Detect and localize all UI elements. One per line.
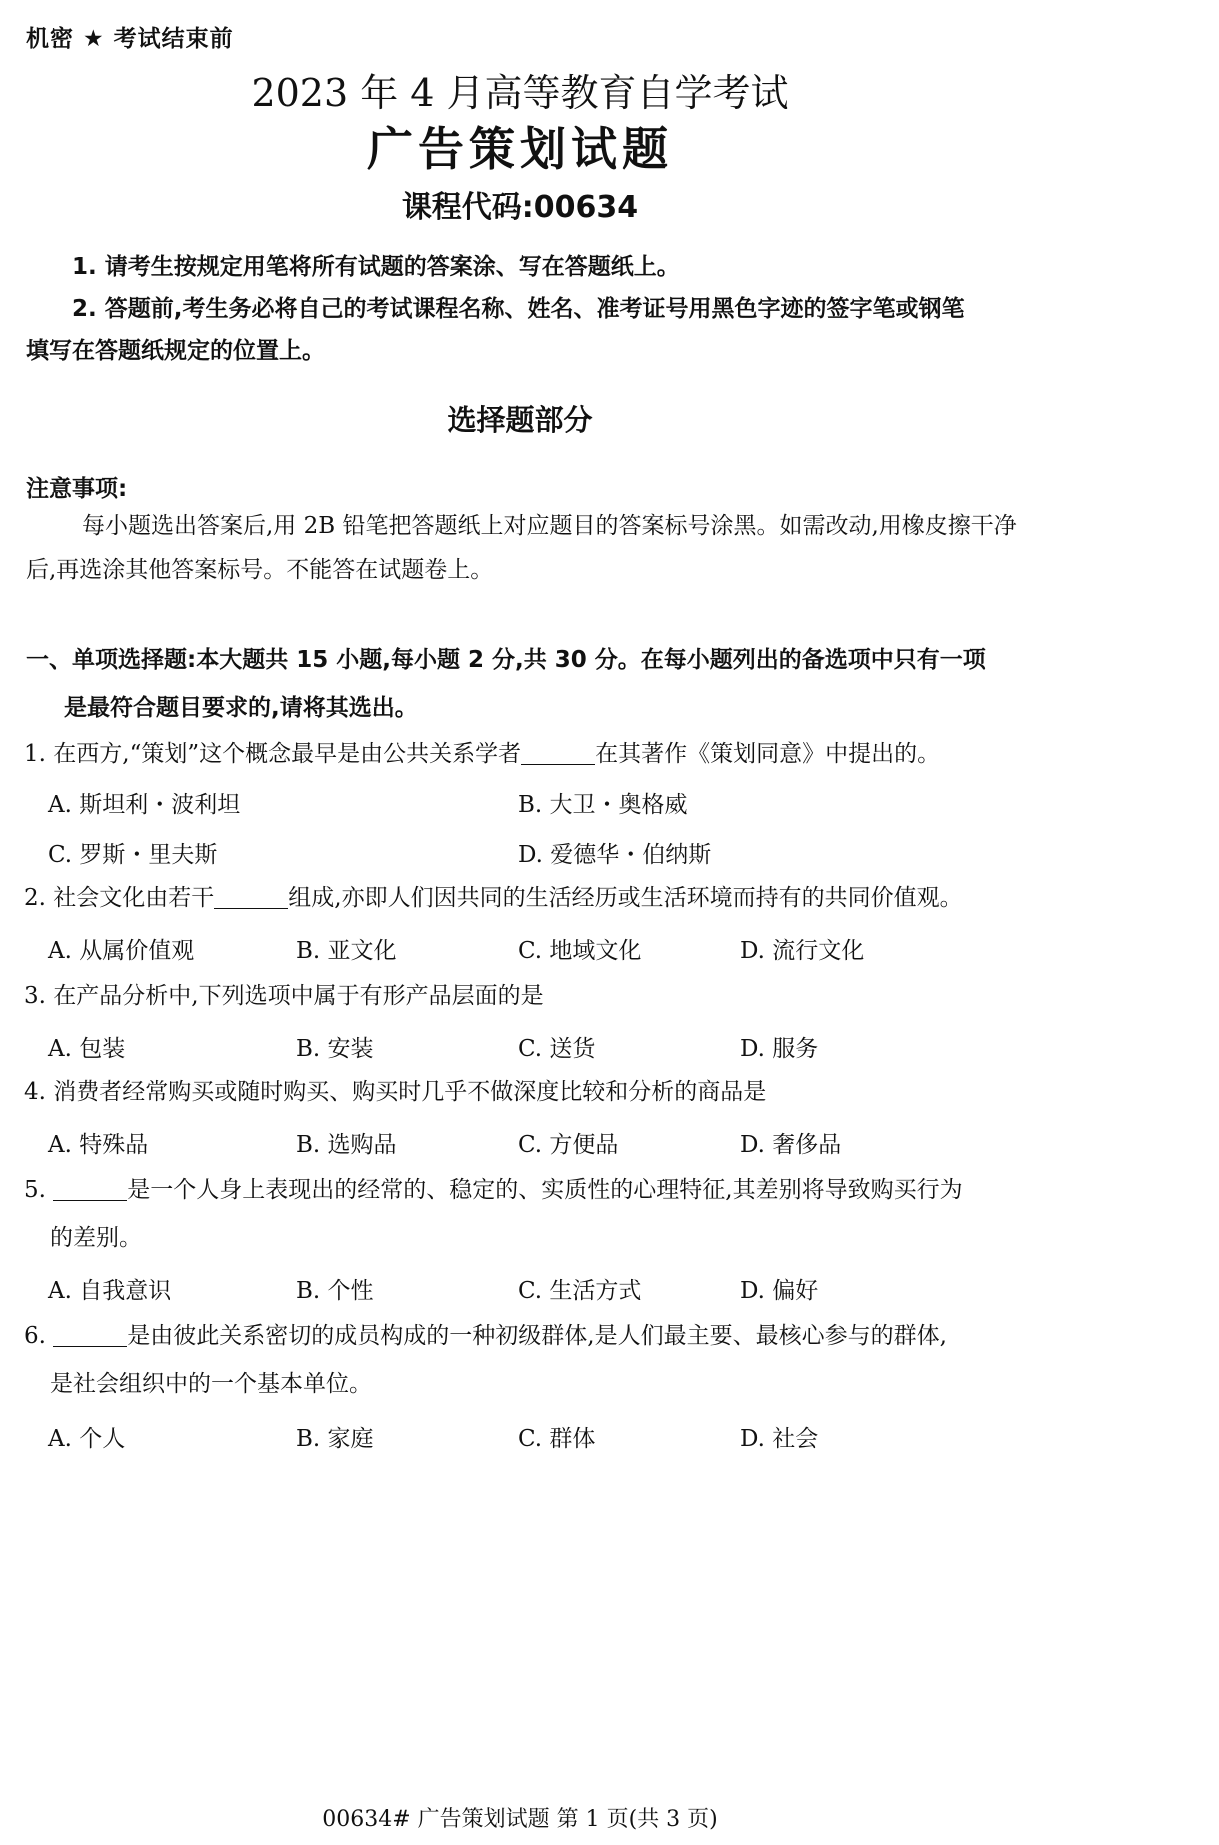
- question-2-option-a: A. 从属价值观: [48, 938, 195, 964]
- part-one-heading-line-1: 一、单项选择题:本大题共 15 小题,每小题 2 分,共 30 分。在每小题列出的备选项中只有一项: [26, 647, 986, 673]
- question-6-stem: 是由彼此关系密切的成员构成的一种初级群体,是人们最主要、最核心参与的群体,: [127, 1323, 947, 1349]
- question-5-option-d: D. 偏好: [740, 1278, 819, 1304]
- question-3-option-c: C. 送货: [518, 1036, 596, 1062]
- part-one-heading: [26, 636, 1026, 732]
- answer-blank: [53, 1322, 127, 1347]
- question-4-option-d: D. 奢侈品: [740, 1132, 842, 1158]
- question-1-stem-end: 在其著作《策划同意》中提出的。: [595, 741, 941, 767]
- question-6-option-a: A. 个人: [48, 1426, 126, 1452]
- exam-title: 2023 年 4 月高等教育自学考试: [251, 71, 789, 115]
- part-one-heading-line-2: 是最符合题目要求的,请将其选出。: [64, 695, 418, 721]
- notice-item-2-line-2: 填写在答题纸规定的位置上。: [26, 338, 325, 364]
- question-1-option-a: A. 斯坦利・波利坦: [48, 792, 241, 818]
- course-code: 课程代码:00634: [401, 190, 639, 225]
- question-5: [24, 1166, 1024, 1262]
- question-5-stem: 是一个人身上表现出的经常的、稳定的、实质性的心理特征,其差别将导致购买行为: [127, 1177, 963, 1203]
- notice-item-1-text: 1. 请考生按规定用笔将所有试题的答案涂、写在答题纸上。: [72, 254, 680, 280]
- question-3-option-b: B. 安装: [296, 1036, 374, 1062]
- question-6: [24, 1312, 1024, 1408]
- answer-blank: [53, 1176, 127, 1201]
- attention-heading: 注意事项:: [26, 476, 128, 502]
- question-3-option-d: D. 服务: [740, 1036, 819, 1062]
- question-1-option-d: D. 爱德华・伯纳斯: [518, 842, 712, 868]
- question-6-option-c: C. 群体: [518, 1426, 596, 1452]
- question-2-option-c: C. 地域文化: [518, 938, 642, 964]
- question-5-number: 5.: [24, 1177, 46, 1203]
- paper-title: 广告策划试题: [367, 122, 673, 176]
- section-title: 选择题部分: [447, 403, 593, 437]
- question-3: 3. 在产品分析中,下列选项中属于有形产品层面的是: [24, 983, 544, 1009]
- question-5-option-a: A. 自我意识: [48, 1278, 172, 1304]
- notice-item-2-line-1: 2. 答题前,考生务必将自己的考试课程名称、姓名、准考证号用黑色字迹的签字笔或钢笔: [72, 296, 965, 322]
- question-6-line-1: [24, 1312, 1024, 1360]
- question-4-option-c: C. 方便品: [518, 1132, 619, 1158]
- notice-item-2: [26, 288, 1026, 372]
- notice-item-1: [26, 246, 1026, 288]
- question-2-stem-start: 2. 社会文化由若干: [24, 885, 215, 911]
- question-4-option-a: A. 特殊品: [48, 1132, 149, 1158]
- question-5-line-1: [24, 1166, 1024, 1214]
- question-4-option-b: B. 选购品: [296, 1132, 397, 1158]
- answer-blank: [521, 740, 595, 765]
- question-1-option-b: B. 大卫・奥格威: [518, 792, 688, 818]
- question-2-option-b: B. 亚文化: [296, 938, 397, 964]
- page-footer: 00634# 广告策划试题 第 1 页(共 3 页): [322, 1807, 718, 1832]
- question-1-option-c: C. 罗斯・里夫斯: [48, 842, 218, 868]
- question-2-option-d: D. 流行文化: [740, 938, 865, 964]
- question-3-option-a: A. 包装: [48, 1036, 126, 1062]
- question-5-option-c: C. 生活方式: [518, 1278, 642, 1304]
- confidential-mark: 机密 ★ 考试结束前: [26, 26, 234, 52]
- question-6-line-2: 是社会组织中的一个基本单位。: [50, 1371, 372, 1397]
- question-6-option-d: D. 社会: [740, 1426, 819, 1452]
- answer-blank: [214, 884, 288, 909]
- attention-body: 每小题选出答案后,用 2B 铅笔把答题纸上对应题目的答案标号涂黑。如需改动,用橡皮擦干净后,再选涂其他答案标号。不能答在试题卷上。: [26, 513, 1017, 583]
- question-2-stem-end: 组成,亦即人们因共同的生活经历或生活环境而持有的共同价值观。: [288, 885, 963, 911]
- question-5-option-b: B. 个性: [296, 1278, 374, 1304]
- question-1: [24, 730, 1024, 778]
- question-5-line-2: 的差别。: [50, 1225, 142, 1251]
- question-2: [24, 874, 1024, 922]
- question-4: 4. 消费者经常购买或随时购买、购买时几乎不做深度比较和分析的商品是: [24, 1079, 767, 1105]
- question-1-stem-start: 1. 在西方,“策划”这个概念最早是由公共关系学者: [24, 741, 522, 767]
- question-6-number: 6.: [24, 1323, 46, 1349]
- question-6-option-b: B. 家庭: [296, 1426, 374, 1452]
